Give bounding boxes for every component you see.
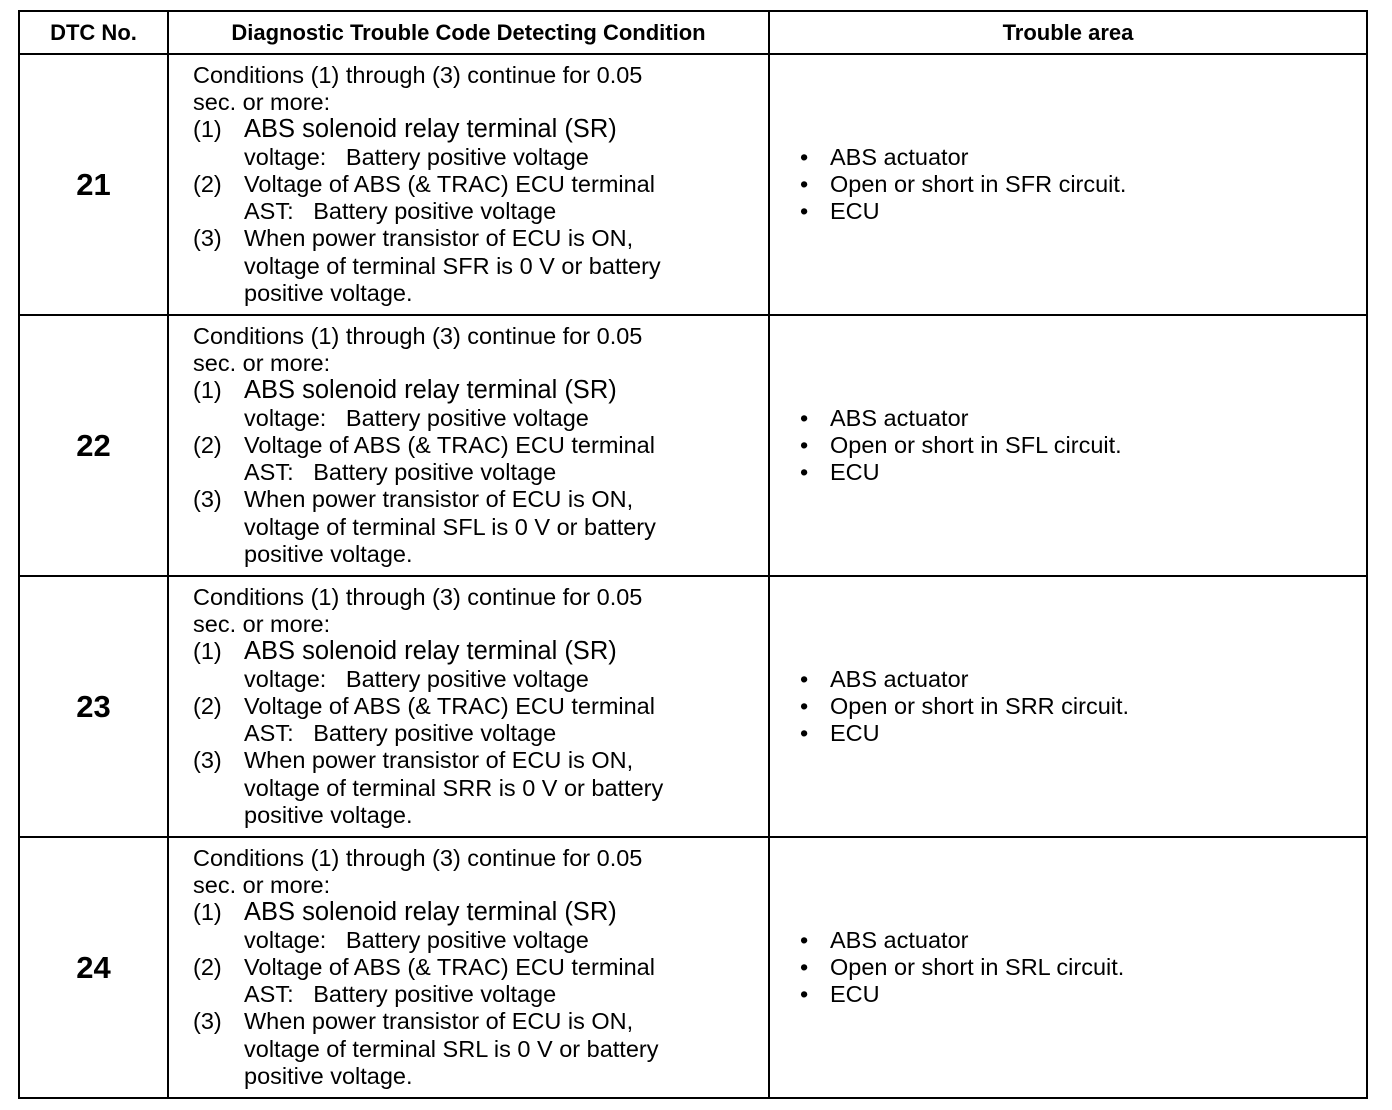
condition-number: (3) xyxy=(193,225,222,252)
trouble-area-text: Open or short in SFL circuit. xyxy=(830,431,1122,458)
condition-number: (2) xyxy=(193,170,222,197)
condition-item xyxy=(193,899,768,954)
bullet-icon: • xyxy=(800,953,809,980)
trouble-area-text: ABS actuator xyxy=(830,143,969,170)
condition-line: positive voltage. xyxy=(244,280,413,307)
condition-line: Voltage of ABS (& TRAC) ECU terminal xyxy=(244,431,655,458)
trouble-area-item xyxy=(800,144,1366,171)
condition-number: (2) xyxy=(193,953,222,980)
condition-item xyxy=(193,486,768,568)
trouble-area-cell xyxy=(769,576,1367,837)
bullet-icon: • xyxy=(800,981,809,1008)
condition-line: AST: Battery positive voltage xyxy=(244,981,557,1008)
dtc-table xyxy=(18,10,1368,1099)
condition-line: Voltage of ABS (& TRAC) ECU terminal xyxy=(244,692,655,719)
condition-line: ABS solenoid relay terminal (SR) xyxy=(244,898,617,927)
condition-cell xyxy=(168,54,769,315)
condition-item xyxy=(193,638,768,693)
trouble-area-item xyxy=(800,720,1366,747)
bullet-icon: • xyxy=(800,143,809,170)
trouble-area-text: Open or short in SRL circuit. xyxy=(830,953,1125,980)
bullet-icon: • xyxy=(800,170,809,197)
condition-item xyxy=(193,954,768,1009)
condition-line: When power transistor of ECU is ON, xyxy=(244,1008,634,1035)
condition-line: voltage of terminal SFL is 0 V or battery xyxy=(244,513,656,540)
condition-line: AST: Battery positive voltage xyxy=(244,198,557,225)
header-dtc-no: DTC No. xyxy=(19,11,168,54)
condition-intro-line: Conditions (1) through (3) continue for 0.05 xyxy=(193,322,643,349)
header-trouble-area: Trouble area xyxy=(769,11,1367,54)
dtc-number: 24 xyxy=(19,837,168,1098)
condition-line: voltage of terminal SRL is 0 V or battery xyxy=(244,1035,659,1062)
condition-item xyxy=(193,432,768,487)
condition-number: (3) xyxy=(193,486,222,513)
condition-line: When power transistor of ECU is ON, xyxy=(244,225,634,252)
condition-item xyxy=(193,116,768,171)
trouble-area-item xyxy=(800,927,1366,954)
condition-intro-line: sec. or more: xyxy=(193,88,331,115)
bullet-icon: • xyxy=(800,198,809,225)
trouble-area-item xyxy=(800,954,1366,981)
trouble-area-item xyxy=(800,666,1366,693)
trouble-area-cell xyxy=(769,315,1367,576)
condition-item xyxy=(193,225,768,307)
trouble-area-text: ABS actuator xyxy=(830,926,969,953)
trouble-area-item xyxy=(800,171,1366,198)
trouble-area-text: ECU xyxy=(830,198,880,225)
condition-number: (3) xyxy=(193,747,222,774)
dtc-number: 22 xyxy=(19,315,168,576)
trouble-area-cell xyxy=(769,54,1367,315)
condition-item xyxy=(193,693,768,748)
trouble-area-text: ABS actuator xyxy=(830,404,969,431)
condition-number: (1) xyxy=(193,638,222,665)
table-row xyxy=(19,576,1367,837)
condition-item xyxy=(193,377,768,432)
condition-number: (3) xyxy=(193,1008,222,1035)
condition-number: (1) xyxy=(193,377,222,404)
condition-item xyxy=(193,747,768,829)
condition-cell xyxy=(168,837,769,1098)
condition-number: (1) xyxy=(193,116,222,143)
condition-line: Voltage of ABS (& TRAC) ECU terminal xyxy=(244,953,655,980)
condition-line: voltage: Battery positive voltage xyxy=(244,404,589,431)
table-row xyxy=(19,315,1367,576)
condition-line: ABS solenoid relay terminal (SR) xyxy=(244,115,617,144)
condition-line: When power transistor of ECU is ON, xyxy=(244,486,634,513)
condition-line: voltage of terminal SFR is 0 V or battery xyxy=(244,252,661,279)
condition-line: ABS solenoid relay terminal (SR) xyxy=(244,637,617,666)
trouble-area-text: ABS actuator xyxy=(830,665,969,692)
header-row xyxy=(19,11,1367,54)
bullet-icon: • xyxy=(800,665,809,692)
condition-number: (2) xyxy=(193,431,222,458)
condition-line: voltage: Battery positive voltage xyxy=(244,143,589,170)
condition-cell xyxy=(168,576,769,837)
condition-item xyxy=(193,1008,768,1090)
condition-intro-line: sec. or more: xyxy=(193,871,331,898)
trouble-area-text: ECU xyxy=(830,981,880,1008)
bullet-icon: • xyxy=(800,431,809,458)
condition-intro-line: Conditions (1) through (3) continue for 0.05 xyxy=(193,844,643,871)
trouble-area-item xyxy=(800,405,1366,432)
dtc-number: 21 xyxy=(19,54,168,315)
condition-cell xyxy=(168,315,769,576)
condition-line: Voltage of ABS (& TRAC) ECU terminal xyxy=(244,170,655,197)
condition-line: voltage of terminal SRR is 0 V or battery xyxy=(244,774,664,801)
condition-item xyxy=(193,171,768,226)
condition-line: positive voltage. xyxy=(244,802,413,829)
trouble-area-item xyxy=(800,981,1366,1008)
bullet-icon: • xyxy=(800,459,809,486)
condition-intro-line: sec. or more: xyxy=(193,349,331,376)
trouble-area-item xyxy=(800,432,1366,459)
condition-line: ABS solenoid relay terminal (SR) xyxy=(244,376,617,405)
condition-intro-line: Conditions (1) through (3) continue for 0.05 xyxy=(193,583,643,610)
condition-number: (1) xyxy=(193,899,222,926)
bullet-icon: • xyxy=(800,720,809,747)
trouble-area-text: ECU xyxy=(830,459,880,486)
trouble-area-text: Open or short in SFR circuit. xyxy=(830,170,1127,197)
table-row xyxy=(19,54,1367,315)
condition-line: AST: Battery positive voltage xyxy=(244,459,557,486)
table-row xyxy=(19,837,1367,1098)
condition-intro-line: Conditions (1) through (3) continue for 0.05 xyxy=(193,61,643,88)
condition-line: positive voltage. xyxy=(244,1063,413,1090)
condition-number: (2) xyxy=(193,692,222,719)
trouble-area-text: Open or short in SRR circuit. xyxy=(830,692,1130,719)
bullet-icon: • xyxy=(800,692,809,719)
header-condition: Diagnostic Trouble Code Detecting Condition xyxy=(168,11,769,54)
condition-intro-line: sec. or more: xyxy=(193,610,331,637)
trouble-area-cell xyxy=(769,837,1367,1098)
trouble-area-text: ECU xyxy=(830,720,880,747)
condition-line: positive voltage. xyxy=(244,541,413,568)
trouble-area-item xyxy=(800,459,1366,486)
dtc-number: 23 xyxy=(19,576,168,837)
condition-line: voltage: Battery positive voltage xyxy=(244,926,589,953)
condition-line: voltage: Battery positive voltage xyxy=(244,665,589,692)
bullet-icon: • xyxy=(800,404,809,431)
trouble-area-item xyxy=(800,693,1366,720)
condition-line: AST: Battery positive voltage xyxy=(244,720,557,747)
bullet-icon: • xyxy=(800,926,809,953)
condition-line: When power transistor of ECU is ON, xyxy=(244,747,634,774)
trouble-area-item xyxy=(800,198,1366,225)
